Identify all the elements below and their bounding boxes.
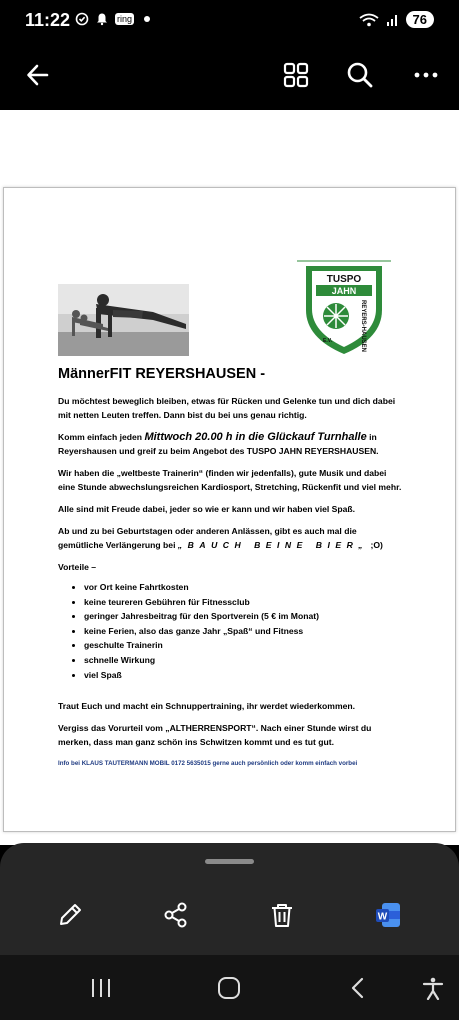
navigation-bar <box>0 955 459 1020</box>
list-item: • geringer Jahresbeitrag für den Sportverein (5 € im Monat) <box>84 609 403 624</box>
battery-indicator: 76 <box>406 11 434 28</box>
paragraph-trainer: Wir haben die „weltbeste Trainerin“ (finden wir jedenfalls), gute Musik und dabei eine Stunde abwechslungsreichen Kardiosport, Stretching, Rückenfit und viel mehr. <box>58 468 402 492</box>
notification-icons <box>75 12 150 26</box>
bauch-beine-bier: „BAUCH BEINE BIER„ <box>177 540 369 550</box>
svg-text:TUSPO: TUSPO <box>326 274 362 285</box>
bottom-action-sheet <box>0 843 459 955</box>
back-arrow-icon <box>25 62 51 88</box>
signal-icon <box>386 13 400 27</box>
list-item: • keine teureren Gebühren für Fitnessclub <box>84 595 403 610</box>
status-bar <box>0 0 459 40</box>
paragraph-trial: Traut Euch und macht ein Schnuppertraining, ihr werdet wiederkommen. <box>58 701 356 712</box>
svg-text:W: W <box>377 911 388 923</box>
list-item: • geschulte Trainerin <box>84 638 403 653</box>
recent-apps-icon <box>89 976 113 1000</box>
share-button[interactable] <box>162 901 190 929</box>
paragraph-prejudice: Vergiss das Vorurteil vom „ALTHERRENSPORT“. Nach einer Stunde wirst du merken, dass man ganz schön ins Schwitzen kommt und es tut gut. <box>58 723 372 748</box>
recent-apps-button[interactable] <box>88 975 114 1001</box>
word-app-icon <box>374 901 402 929</box>
tuspo-jahn-logo <box>296 260 392 356</box>
home-button[interactable] <box>216 975 242 1001</box>
schedule-highlight: Mittwoch 20.00 h in die Glückauf Turnhalle <box>144 431 367 443</box>
ring-app-icon: ring <box>117 14 133 24</box>
list-item: • schnelle Wirkung <box>84 653 403 668</box>
bell-icon <box>95 12 109 26</box>
check-circle-icon <box>75 12 89 26</box>
more-notifications-dot <box>144 16 150 22</box>
search-button[interactable] <box>343 58 377 92</box>
app-bar <box>0 40 459 110</box>
document-viewer[interactable] <box>0 110 459 845</box>
delete-trash-icon <box>268 901 296 929</box>
back-button[interactable] <box>21 58 55 92</box>
svg-text:REYERS-HAUSEN: REYERS-HAUSEN <box>360 300 366 353</box>
document-text <box>58 365 403 779</box>
svg-text:E.V.: E.V. <box>323 338 332 344</box>
system-back-button[interactable] <box>345 975 371 1001</box>
pushup-photo <box>58 284 189 356</box>
paragraph-intro: Du möchtest beweglich bleiben, etwas für Rücken und Gelenke tun und dich dabei mit netten Leuten treffen. Dann bist du bei uns genau richtig. <box>58 396 396 420</box>
document-heading: MännerFIT REYERSHAUSEN - <box>58 366 266 382</box>
home-icon <box>216 975 242 1001</box>
vorteile-label: Vorteile – <box>58 562 97 572</box>
svg-text:JAHN: JAHN <box>331 286 357 296</box>
list-item: • viel Spaß <box>84 668 403 683</box>
vorteile-list <box>58 580 403 682</box>
accessibility-button[interactable] <box>420 975 446 1001</box>
edit-button[interactable] <box>56 901 84 929</box>
open-in-word-button[interactable] <box>374 901 402 929</box>
paragraph-extension: Ab und zu bei Geburtstagen oder anderen Anlässen, gibt es auch mal die gemütliche Verlängerung bei „BAUCH BEINE BIER„ ;O) <box>58 526 383 550</box>
drag-handle[interactable] <box>205 859 254 864</box>
clock: 11:22 <box>25 10 71 30</box>
accessibility-icon <box>421 976 445 1000</box>
wifi-icon <box>358 12 380 28</box>
delete-button[interactable] <box>268 901 296 929</box>
grid-view-button[interactable] <box>279 58 313 92</box>
contact-info: Info bei KLAUS TAUTERMANN MOBIL 0172 5635015 gerne auch persönlich oder komm einfach vorbei <box>58 760 358 768</box>
more-options-icon <box>413 62 439 88</box>
paragraph-fun: Alle sind mit Freude dabei, jeder so wie er kann und wir haben viel Spaß. <box>58 504 356 514</box>
more-options-button[interactable] <box>409 58 443 92</box>
search-icon <box>346 61 374 89</box>
list-item: • vor Ort keine Fahrtkosten <box>84 580 403 595</box>
share-icon <box>162 901 190 929</box>
back-icon <box>346 976 370 1000</box>
grid-view-icon <box>283 62 309 88</box>
document-page[interactable] <box>3 187 456 832</box>
edit-pencil-icon <box>56 901 84 929</box>
list-item: • keine Ferien, also das ganze Jahr „Spaß“ und Fitness <box>84 624 403 639</box>
paragraph-schedule: Komm einfach jeden Mittwoch 20.00 h in die Glückauf Turnhalle in Reyershausen und greif zu beim Angebot des TUSPO JAHN REYERSHAUSEN. <box>58 431 379 456</box>
